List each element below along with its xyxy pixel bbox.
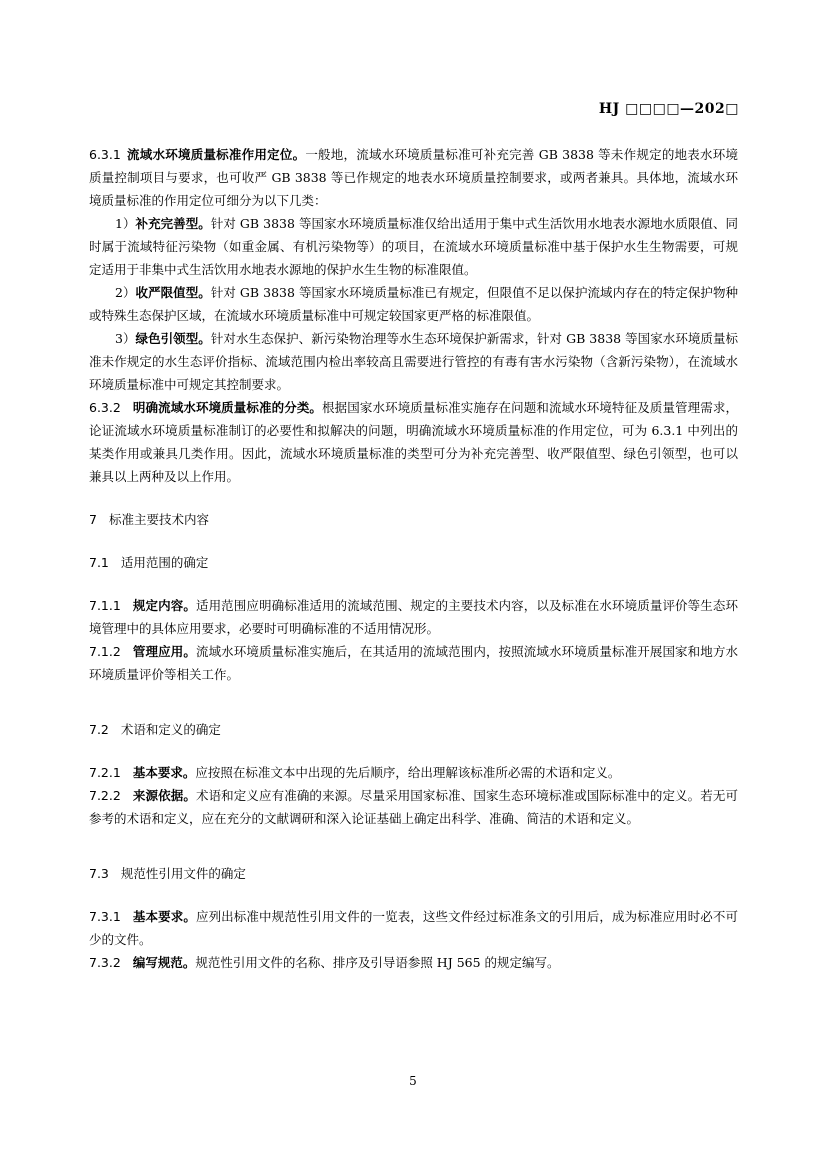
clause-text: 应列出标准中规范性引用文件的一览表，这些文件经过标准条文的引用后，成为标准应用时必不可少的文件。 (89, 909, 738, 947)
clause-number: 7.2.2 (89, 788, 121, 803)
list-item-title: 补充完善型。 (135, 216, 211, 231)
heading-number: 7 (89, 512, 97, 527)
page-number: 5 (409, 1074, 417, 1088)
clause-title: 来源依据。 (132, 788, 196, 803)
clause-7-1-1 (89, 594, 738, 640)
clause-7-3-2 (89, 951, 738, 974)
clause-6-3-2 (89, 396, 738, 488)
clause-title: 规定内容。 (132, 598, 196, 613)
clause-number: 6.3.2 (89, 400, 121, 415)
clause-7-1-2 (89, 640, 738, 686)
clause-7-3-1 (89, 905, 738, 951)
clause-text: 一般地，流域水环境质量标准可补充完善 GB 3838 等未作规定的地表水环境质量控制项目与要求，也可收严 GB 3838 等已作规定的地表水环境质量控制要求，或两者兼具。具体地，流域水环境质量标准的作用定位可细分为以下几类： (89, 147, 738, 208)
list-item-number: 2） (115, 285, 136, 300)
clause-number: 7.3.1 (89, 909, 121, 924)
clause-title: 管理应用。 (132, 644, 196, 659)
clause-text: 根据国家水环境质量标准实施存在问题和流域水环境特征及质量管理需求，论证流域水环境质量标准制订的必要性和拟解决的问题，明确流域水环境质量标准的作用定位，可为 6.3.1 中列出的某类作用或兼具几类作用。因此，流域水环境质量标准的类型可分为补充完善型、收严限值型、绿色引领型，也可以兼具以上两种及以上作用。 (89, 400, 738, 484)
clause-text: 流域水环境质量标准实施后，在其适用的流域范围内，按照流域水环境质量标准开展国家和地方水环境质量评价等相关工作。 (89, 644, 738, 682)
section-heading-7-2 (89, 718, 738, 741)
list-item-title: 收严限值型。 (135, 285, 211, 300)
clause-7-2-1 (89, 761, 738, 784)
list-item-1 (89, 212, 738, 281)
list-item-text: 针对 GB 3838 等国家水环境质量标准仅给出适用于集中式生活饮用水地表水源地水质限值、同时属于流域特征污染物（如重金属、有机污染物等）的项目，在流域水环境质量标准中基于保护水生生物需要，可规定适用于非集中式生活饮用水地表水源地的保护水生生物的标准限值。 (89, 216, 738, 277)
list-item-3 (89, 327, 738, 396)
clause-title: 明确流域水环境质量标准的分类。 (132, 400, 323, 415)
heading-title: 术语和定义的确定 (120, 722, 221, 737)
list-item-title: 绿色引领型。 (135, 331, 211, 346)
clause-number: 7.3.2 (89, 955, 121, 970)
clause-title: 基本要求。 (132, 909, 196, 924)
heading-title: 标准主要技术内容 (108, 512, 209, 527)
list-item-number: 1） (115, 216, 136, 231)
list-item-number: 3） (115, 331, 136, 346)
clause-number: 7.1.2 (89, 644, 121, 659)
list-item-text: 针对水生态保护、新污染物治理等水生态环境保护新需求，针对 GB 3838 等国家水环境质量标准未作规定的水生态评价指标、流域范围内检出率较高且需要进行管控的有毒有害水污染物（含新污染物），在流域水环境质量标准中可规定其控制要求。 (89, 331, 738, 392)
clause-title: 基本要求。 (132, 765, 196, 780)
list-item-text: 针对 GB 3838 等国家水环境质量标准已有规定，但限值不足以保护流域内存在的特定保护物种或特殊生态保护区域，在流域水环境质量标准中可规定较国家更严格的标准限值。 (89, 285, 738, 323)
heading-number: 7.2 (89, 722, 109, 737)
section-heading-7-3 (89, 862, 738, 885)
clause-number: 7.2.1 (89, 765, 121, 780)
heading-title: 规范性引用文件的确定 (120, 866, 246, 881)
heading-number: 7.1 (89, 555, 109, 570)
clause-text: 术语和定义应有准确的来源。尽量采用国家标准、国家生态环境标准或国际标准中的定义。若无可参考的术语和定义，应在充分的文献调研和深入论证基础上确定出科学、准确、简洁的术语和定义。 (89, 788, 738, 826)
clause-number: 7.1.1 (89, 598, 121, 613)
clause-6-3-1 (89, 143, 738, 212)
section-heading-7-1 (89, 551, 738, 574)
clause-number: 6.3.1 (89, 147, 121, 162)
heading-number: 7.3 (89, 866, 109, 881)
list-item-2 (89, 281, 738, 327)
document-body (89, 143, 738, 974)
heading-title: 适用范围的确定 (120, 555, 209, 570)
clause-7-2-2 (89, 784, 738, 830)
clause-title: 编写规范。 (132, 955, 196, 970)
clause-text: 规范性引用文件的名称、排序及引导语参照 HJ 565 的规定编写。 (195, 955, 560, 970)
clause-title: 流域水环境质量标准作用定位。 (126, 147, 306, 162)
clause-text: 应按照在标准文本中出现的先后顺序，给出理解该标准所必需的术语和定义。 (195, 765, 621, 780)
clause-text: 适用范围应明确标准适用的流域范围、规定的主要技术内容，以及标准在水环境质量评价等生态环境管理中的具体应用要求，必要时可明确标准的不适用情况形。 (89, 598, 738, 636)
section-heading-7 (89, 508, 738, 531)
document-code-header: HJ □□□□—202□ (598, 101, 739, 117)
